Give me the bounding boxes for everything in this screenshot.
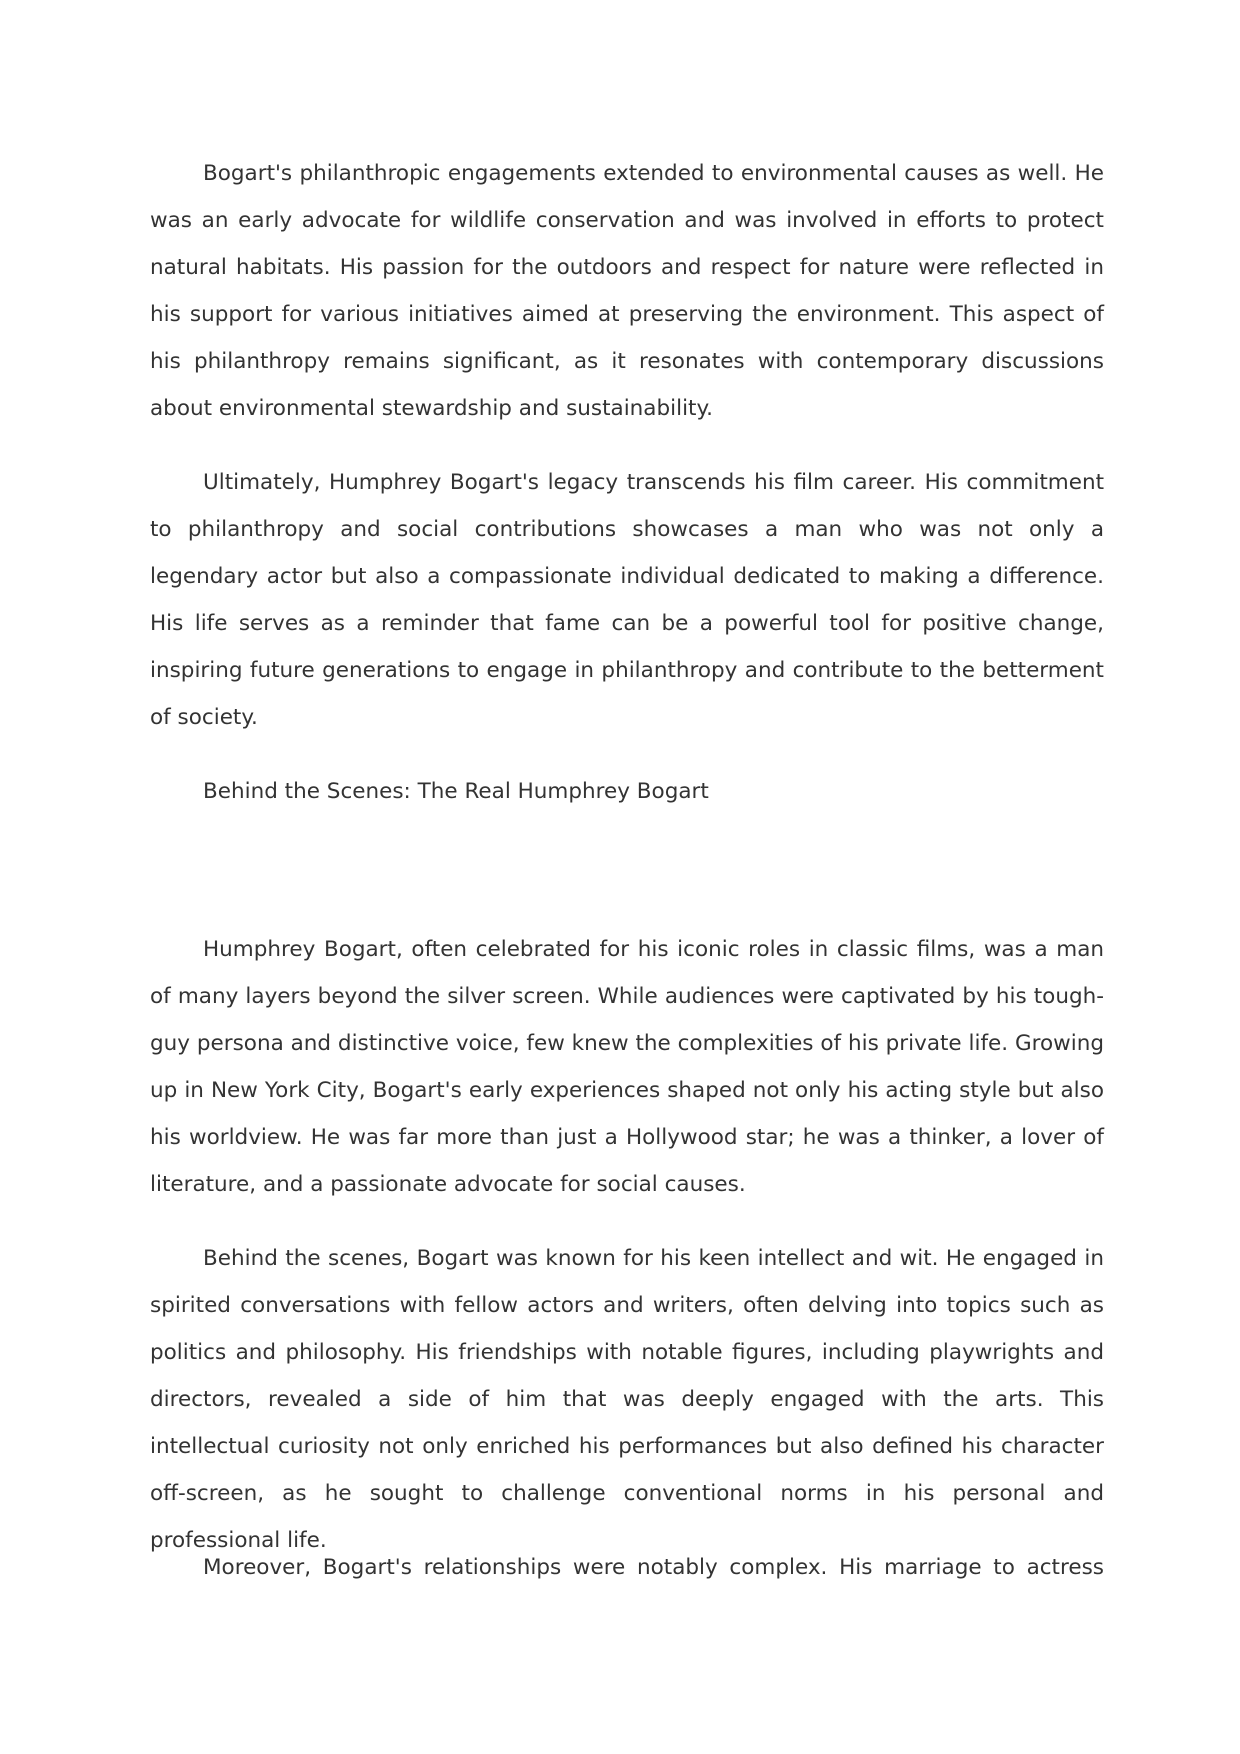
paragraph-legacy: Ultimately, Humphrey Bogart's legacy transcends his film career. His commitment to philanthropy and social contributions showcases a man who was not only a legendary actor but also a compassionate individual dedicated to making a difference. His life serves as a reminder that fame can be a powerful tool for positive change, inspiring future generations to engage in philanthropy and contribute to the betterment of society. <box>150 470 1104 730</box>
section-heading: Behind the Scenes: The Real Humphrey Bogart <box>203 779 709 804</box>
paragraph-relationships: Moreover, Bogart's relationships were notably complex. His marriage to actress <box>203 1555 1104 1580</box>
paragraph-intellect: Behind the scenes, Bogart was known for his keen intellect and wit. He engaged in spirited conversations with fellow actors and writers, often delving into topics such as politics and philosophy. His friendships with notable figures, including playwrights and directors, revealed a side of him that was deeply engaged with the arts. This intellectual curiosity not only enriched his performances but also defined his character off-screen, as he sought to challenge conventional norms in his personal and professional life. <box>150 1246 1104 1553</box>
paragraph-introduction: Humphrey Bogart, often celebrated for his iconic roles in classic films, was a man of many layers beyond the silver screen. While audiences were captivated by his tough-guy persona and distinctive voice, few knew the complexities of his private life. Growing up in New York City, Bogart's early experiences shaped not only his acting style but also his worldview. He was far more than just a Hollywood star; he was a thinker, a lover of literature, and a passionate advocate for social causes. <box>150 937 1104 1197</box>
paragraph-environmental-causes: Bogart's philanthropic engagements extended to environmental causes as well. He was an early advocate for wildlife conservation and was involved in efforts to protect natural habitats. His passion for the outdoors and respect for nature were reflected in his support for various initiatives aimed at preserving the environment. This aspect of his philanthropy remains significant, as it resonates with contemporary discussions about environmental stewardship and sustainability. <box>150 161 1104 421</box>
